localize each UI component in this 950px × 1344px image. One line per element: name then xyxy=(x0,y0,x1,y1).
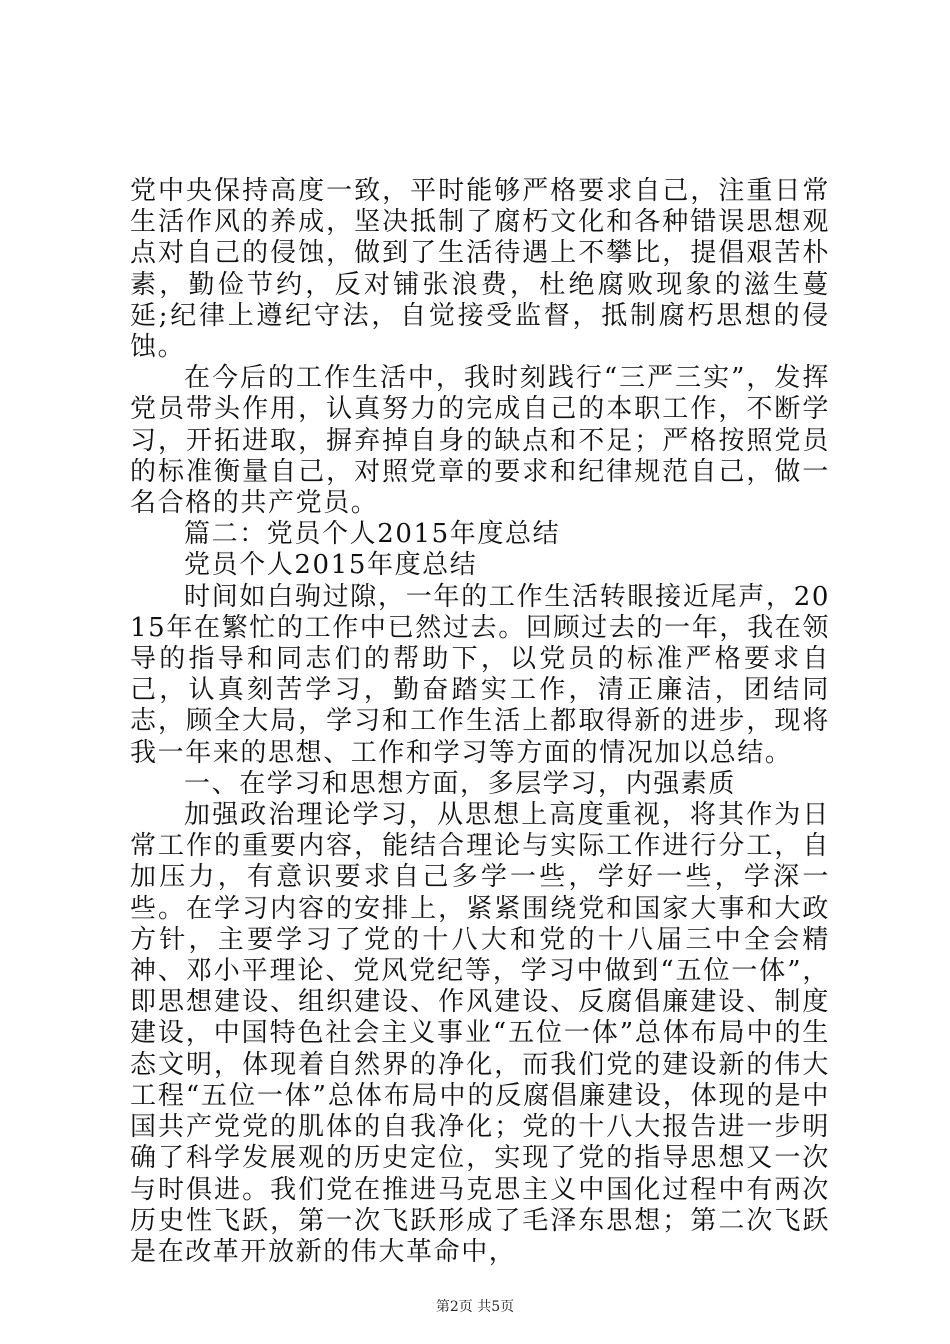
document-title: 党员个人2015年度总结 xyxy=(184,550,478,581)
paragraph-introduction: 时间如白驹过隙，一年的工作生活转眼接近尾声，2015年在繁忙的工作中已然过去。回顾过去的一年，我在领导的指导和同志们的帮助下，以党员的标准严格要求自己，认真刻苦学习，勤奋踏实工作，清正廉洁，团结同志，顾全大局，学习和工作生活上都取得新的进步，现将我一年来的思想、工作和学习等方面的情况加以总结。 xyxy=(130,581,830,768)
section-heading: 篇二：党员个人2015年度总结 xyxy=(184,519,561,550)
paragraph-study: 加强政治理论学习，从思想上高度重视，将其作为日常工作的重要内容，能结合理论与实际工作进行分工，自加压力，有意识要求自己多学一些，学好一些，学深一些。在学习内容的安排上，紧紧围绕党和国家大事和大政方针，主要学习了党的十八大和党的十八届三中全会精神、邓小平理论、党风党纪等，学习中做到“五位一体”，即思想建设、组织建设、作风建设、反腐倡廉建设、制度建设，中国特色社会主义事业“五位一体”总体布局中的生态文明，体现着自然界的净化，而我们党的建设新的伟大工程“五位一体”总体布局中的反腐倡廉建设，体现的是中国共产党党的肌体的自我净化；党的十八大报告进一步明确了科学发展观的历史定位，实现了党的指导思想又一次与时俱进。我们党在推进马克思主义中国化过程中有两次历史性飞跃，第一次飞跃形成了毛泽东思想；第二次飞跃是在改革开放新的伟大革命中， xyxy=(130,800,830,1267)
subsection-heading: 一、在学习和思想方面，多层学习，内强素质 xyxy=(184,768,737,799)
document-body xyxy=(130,176,830,1268)
page-footer: 第2页 共5页 xyxy=(435,1299,515,1315)
paragraph-continuation: 党中央保持高度一致，平时能够严格要求自己，注重日常生活作风的养成，坚决抵制了腐朽文化和各种错误思想观点对自己的侵蚀，做到了生活待遇上不攀比，提倡艰苦朴素，勤俭节约，反对铺张浪费，杜绝腐败现象的滋生蔓延;纪律上遵纪守法，自觉接受监督，抵制腐朽思想的侵蚀。 xyxy=(130,176,830,363)
paragraph-future-work: 在今后的工作生活中，我时刻践行“三严三实”，发挥党员带头作用，认真努力的完成自己的本职工作，不断学习，开拓进取，摒弃掉自身的缺点和不足；严格按照党员的标准衡量自己，对照党章的要求和纪律规范自己，做一名合格的共产党员。 xyxy=(130,363,830,519)
